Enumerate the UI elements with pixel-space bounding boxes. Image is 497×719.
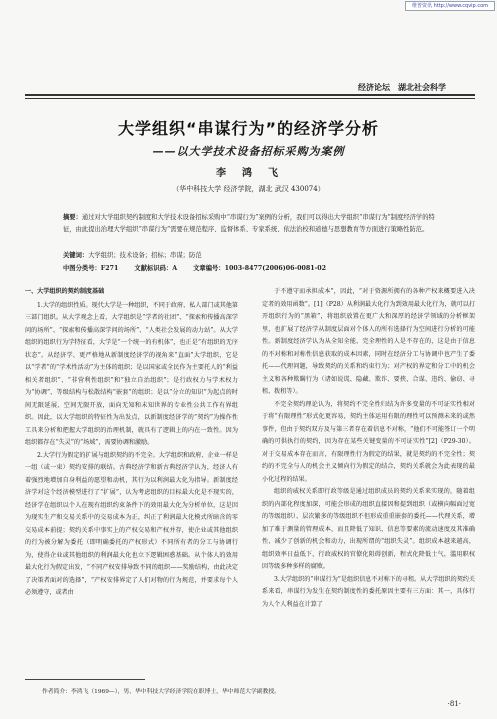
abstract-label: 摘要： [63, 214, 82, 221]
author-name: 李 鸿 飞 [216, 168, 281, 179]
right-column [262, 286, 475, 611]
watermark-stamp: 维普资讯 http://www.cqvip.com [405, 1, 495, 11]
abstract [63, 212, 445, 236]
right-paragraph: 于不遵守而承担成本”，因此，“对于资源所拥有的各种产权来概要进入决定者的效用函数”。[1]（P28）从利润最大化行为到效用最大化行为，就可以打开组织行为的“黑箱”，将组织放置在更广大和深厚的经济学领域的分析框架里，也扩展了经济学从制度层面对个体人的所有选择行为空间进行分析的可能性。新制度经济学认为从全知全能、完全理性的人是不存在的，这是由于信息的不对称和对称性信息获取的成本因素，同时在经济分工与协调中也产生了委托——代理问题，导致契约的关系和约束行为；对产权的界定和分工中的机会主义和各种欺瞒行为（诸如说谎、隐藏、欺诈、要挟、合谋、违约、偷窃、寻租、拨租等）。 [262, 288, 475, 395]
article-title: 大学组织“串谋行为”的经济学分析 [117, 119, 380, 138]
keywords-text: 大学组织；技术设备；招标；串谋；防范 [88, 252, 202, 259]
header-rule [25, 94, 475, 96]
left-paragraph: 2.大学行为假定的扩展与组织契约的不完全。大学组织和政府、企业一样是一组（或一束）契约安排的联结。古典经济学和新古典经济学认为，经济人有着强烈地增加自身利益的愿望和动机，其行为以利润最大化为指导。新制度经济学对这个经济模型进行了“扩展”，认为考虑组织的目标最大化是不现实的，经济学在组织以个人在现有组织约束条件下的效用最大化为分析单位，这是因为现实生产和交易关系中的交易成本为正，纠正了利润最大化模式所暗含的零交易成本前提；契约关系中事实上的产权交易和产权并存，使企业或其他组织的行为被分解为委托（即明确委托的产权形式）不同所有者的分工与协调行为，使得企业或其他组织的利润最大化也立下逻辑困惑基础。从个体人的效用最大化行为假定出发，“不同产权安排导致不同的组织——奖励结构，由此决定了决策者面对的选择”，“产权安排界定了人们对物的行为规范，并要求每个人必须遵守，或者由 [25, 451, 238, 596]
right-paragraph: 不完全契约理论认为，将契约不完全性归结为许多变量的不可证实性相对于将“有限理性”形式化更容易，契约主体运用有限的理性可以预测未来的或然事件，但由于契约双方及与第三者存在着信息不对称，“他们不可能签订一个明确的可供执行的契约，因为存在某些关键变量的不可证实性”[2]（P29-30）。对于交易成本存在而言，有限理性行为假定的结果，就是契约的不完全性；契约的不完全与人的机会主义倾向行为假定的结合，契约关系就会为此表现的最小化过程的结果。 [262, 400, 475, 483]
right-paragraph: 3.大学组织的“串谋行为”是组织信息不对称下的寻租。从大学组织的契约关系来看，串谋行为发生在契约制度性的委托原因主要有三方面：其一，具体行为人个人利益在计算了 [262, 575, 475, 608]
abstract-text: 通过对大学组织契约制度和大学技术设备招标采购中“串谋行为”案例的分析，我们可以得出大学组织“串谋行为”制度经济学的特征，由此提出治理大学组织“串谋行为”需要在规范程序、监督体系、专家系统、依法治校和道德与思想教育等方面进行策略性防范。 [63, 214, 435, 233]
document-code: 文献标识码：A [134, 265, 178, 272]
header-rule-thin [25, 98, 475, 99]
footnote-rule [25, 679, 145, 680]
keywords-label: 关键词： [63, 252, 89, 259]
article-subtitle: ——以大学技术设备招标采购为案例 [152, 145, 345, 158]
keywords [63, 250, 202, 259]
classification-line [63, 263, 340, 272]
article-number: 文章编号：1003-8477(2006)06-0081-02 [193, 265, 327, 272]
journal-header: 经济论坛 湖北社会科学 [358, 82, 446, 92]
left-column [25, 286, 238, 600]
page-number: ·81· [447, 700, 461, 708]
section-title: 一、大学组织的契约制度基础 [25, 288, 105, 295]
author-footnote: 作者简介：李鸿飞（1969—），男，华中科技大学经济学院在职博士，华中师范大学副教授。 [42, 689, 280, 695]
author-affiliation: （华中科技大学 经济学院，湖北 武汉 430074） [172, 185, 325, 193]
clc-number: 中图分类号：F271 [63, 265, 119, 272]
left-paragraph: 1.大学的组织性质。现代大学是一种组织，不同于政府、私人部门或其他第三部门组织。从大学观念上看，大学组织是“学者的社团”、“探索和传播高深学问的场所”、“探索和传播高深学问的场所”、“人类社会发展的动力站”。从大学组织的组织行为学特征看，大学是“一个统一的有机体”，也正是“有组织的无序状态”。从经济学、更严格地从新制度经济学的视角来“直面”大学组织，它是以“学者”的“学术性活动”为主体的组织；是以国家或全民作为主要托人的“利益相关者组织”、“非营利性组织”和“独立自治组织”；是行政权力与学术权力为“协调”、等级结构与松散结构“嵌套”的组织；是以“分立的知识”为起点的时间无限延展、空间无限开放，面向无知和未知世界的专业性公共工作有界组织。因此，以大学组织的特征性为出发点，以新制度经济学的“契约”为操作性工具来分析和把握大学组织的治理机制，就具有了逻辑上的内在一致性。因为组织都存在“失灵”的“场域”，需要协调和激励。 [25, 301, 238, 446]
right-paragraph: 组织的威权关系即行政等级是通过组织成员的契约关系来实现的，随着组织的内部化程度加深，可能会形成的组织直接因和提到组织（或横向幅面过宽的等级组织）、层次繁多的等级组织不但形成重重嵌套的委托——代理关系，增加了难于测量的管理成本，而且降低了知识、信息等要素的流动速度及其准确性，减少了创新的机会和动力，出现所谓的“组织失灵”。组织成本越来越高，组织效率日益低下，行政威权的官僚化阻碍创新，程式化降低士气，滥用职权因等级多种多样的腐败。 [262, 488, 475, 570]
